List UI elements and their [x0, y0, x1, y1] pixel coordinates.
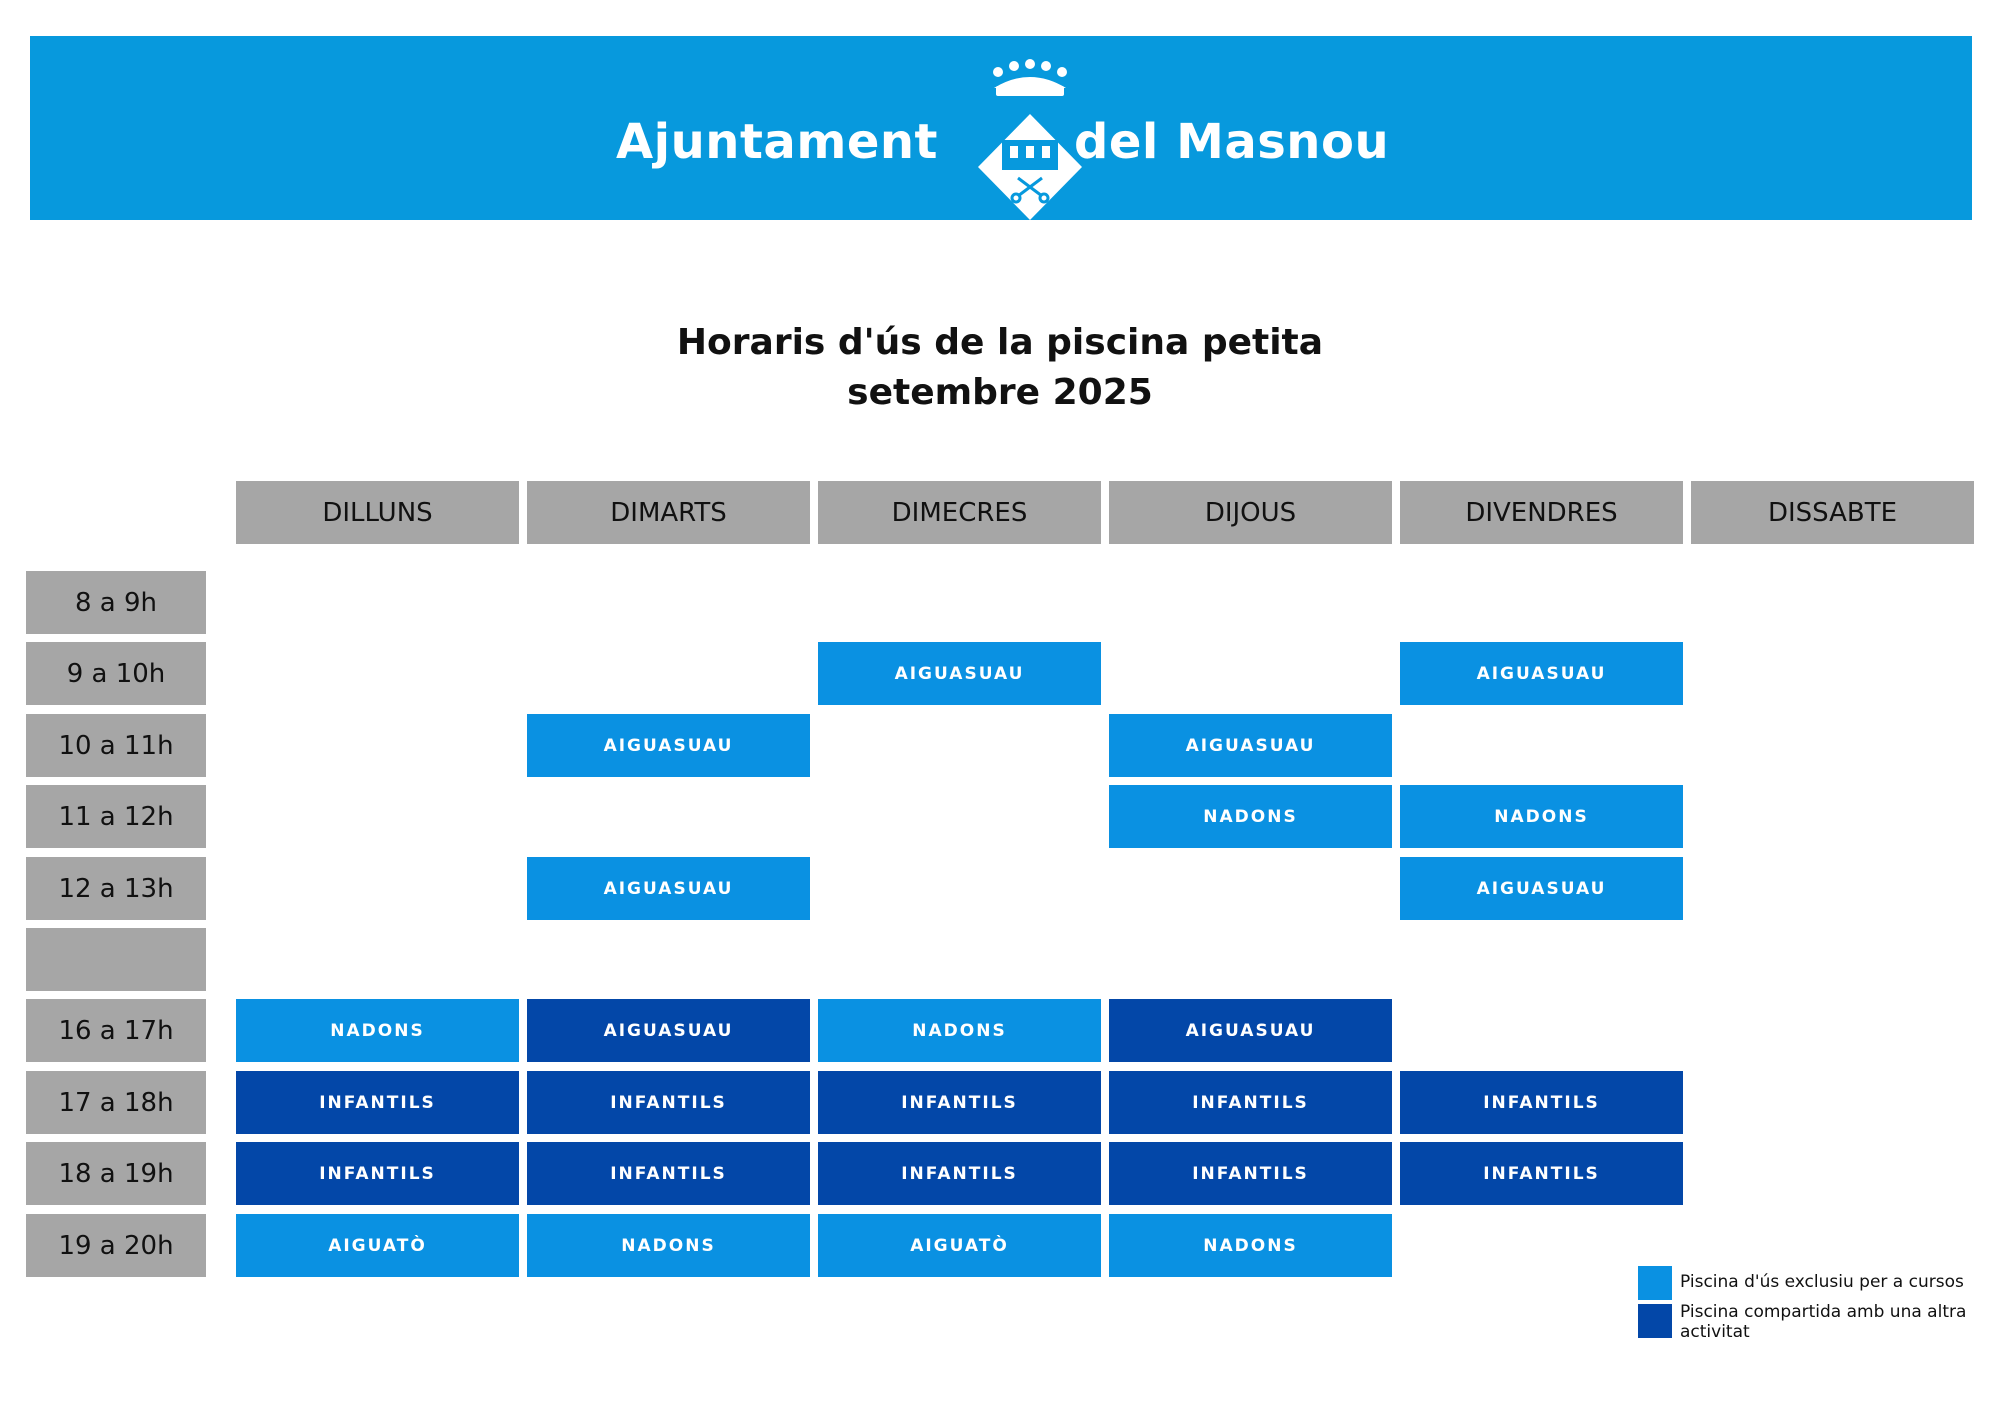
day-header-dissabte: DISSABTE — [1691, 481, 1974, 544]
schedule-slot: AIGUASUAU — [818, 642, 1101, 705]
schedule-slot: AIGUASUAU — [1109, 999, 1392, 1062]
day-header-divendres: DIVENDRES — [1400, 481, 1683, 544]
day-header-dilluns: DILLUNS — [236, 481, 519, 544]
day-header-dimecres: DIMECRES — [818, 481, 1101, 544]
brand-right-text: del Masnou — [1074, 114, 1390, 170]
schedule-slot: INFANTILS — [1109, 1142, 1392, 1205]
title-line-1: Horaris d'ús de la piscina petita — [676, 322, 1324, 363]
header-banner — [30, 36, 1972, 220]
schedule-slot: AIGUASUAU — [527, 999, 810, 1062]
schedule-slot: AIGUASUAU — [1400, 857, 1683, 920]
schedule-slot: INFANTILS — [1109, 1071, 1392, 1134]
hour-label: 16 a 17h — [26, 999, 206, 1062]
schedule-slot: NADONS — [1109, 785, 1392, 848]
hour-label: 19 a 20h — [26, 1214, 206, 1277]
schedule-slot: INFANTILS — [818, 1142, 1101, 1205]
hour-label-empty — [26, 928, 206, 991]
schedule-slot: AIGUATÒ — [236, 1214, 519, 1277]
legend-label: Piscina d'ús exclusiu per a cursos — [1680, 1272, 1964, 1292]
schedule-slot: INFANTILS — [527, 1071, 810, 1134]
page-title — [0, 318, 2000, 418]
schedule-slot: NADONS — [527, 1214, 810, 1277]
schedule-slot: INFANTILS — [236, 1071, 519, 1134]
legend-label: Piscina compartida amb una altra activitat — [1680, 1302, 1967, 1342]
hour-label: 10 a 11h — [26, 714, 206, 777]
schedule-slot: INFANTILS — [818, 1071, 1101, 1134]
day-header-dimarts: DIMARTS — [527, 481, 810, 544]
schedule-slot: NADONS — [1400, 785, 1683, 848]
schedule-slot: AIGUATÒ — [818, 1214, 1101, 1277]
title-line-2: setembre 2025 — [847, 372, 1153, 413]
hour-label: 17 a 18h — [26, 1071, 206, 1134]
schedule-slot: AIGUASUAU — [1109, 714, 1392, 777]
schedule-slot: INFANTILS — [527, 1142, 810, 1205]
schedule-slot: INFANTILS — [1400, 1071, 1683, 1134]
schedule-slot: AIGUASUAU — [527, 857, 810, 920]
schedule-slot: INFANTILS — [1400, 1142, 1683, 1205]
hour-label: 9 a 10h — [26, 642, 206, 705]
legend-swatch — [1638, 1266, 1672, 1300]
hour-label: 12 a 13h — [26, 857, 206, 920]
schedule-slot: AIGUASUAU — [527, 714, 810, 777]
schedule-slot: NADONS — [1109, 1214, 1392, 1277]
hour-label: 8 a 9h — [26, 571, 206, 634]
municipal-crest-icon — [974, 54, 1086, 224]
hour-label: 11 a 12h — [26, 785, 206, 848]
hour-label: 18 a 19h — [26, 1142, 206, 1205]
schedule-slot: NADONS — [236, 999, 519, 1062]
legend-swatch — [1638, 1304, 1672, 1338]
schedule-slot: AIGUASUAU — [1400, 642, 1683, 705]
schedule-slot: INFANTILS — [236, 1142, 519, 1205]
schedule-slot: NADONS — [818, 999, 1101, 1062]
brand-left-text: Ajuntament — [616, 114, 938, 170]
day-header-dijous: DIJOUS — [1109, 481, 1392, 544]
